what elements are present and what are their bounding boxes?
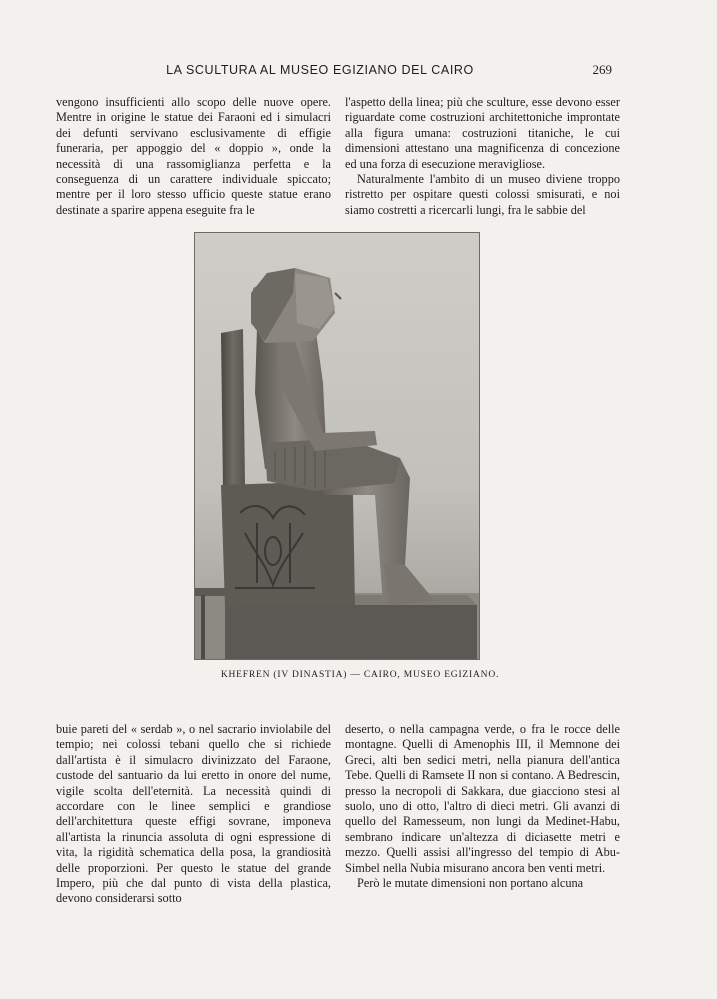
text-column-bottom-right bbox=[345, 722, 620, 891]
paragraph: l'aspetto della linea; più che sculture, esse devono esser riguardate come costruzioni architettoniche improntate alla figura umana: costruzioni titaniche, le cui dimensioni attestano una magnificenza di concezione ed una forza di esecuzione meravigliose. bbox=[345, 95, 620, 171]
khefren-statue-illustration bbox=[195, 233, 479, 659]
figure-caption: KHEFREN (IV DINASTIA) — CAIRO, MUSEO EGIZIANO. bbox=[220, 670, 500, 680]
text-column-top-right bbox=[345, 95, 620, 218]
page-number: 269 bbox=[592, 62, 612, 77]
statue-photograph bbox=[194, 232, 480, 660]
paragraph: deserto, o nella campagna verde, o fra le rocce delle montagne. Quelli di Amenophis III, il Memnone dei Greci, alti ben sedici metri, nella pianura dell'antica Tebe. Quelli di Ramsete II non si contano. A Bedrescin, presso la necropoli di Sakkara, due giacciono stesi al suolo, uno di otto, l'altro di dieci metri. Gli avanzi di quello del Ramesseum, non lungi da Medinet-Habu, sembrano indicare un'altezza di diciasette metri e mezzo. Quelli assisi all'ingresso del tempio di Abu-Simbel nella Nubia misurano ancora ben venti metri. bbox=[345, 722, 620, 875]
paragraph: buie pareti del « serdab », o nel sacrario inviolabile del tempio; nei colossi tebani quello che si richiede dall'artista è il simulacro divinizzato del Faraone, custode del santuario da lui eretto in onore del nume, vigile scolta dell'eternità. La necessità quindi di accordare con le linee semplici e grandiose dell'architettura queste effigi sovrane, imponeva all'artista la rinuncia assoluta di ogni espressione di vita, la rigidità schematica della posa, la grandiosità delle proporzioni. Per questo le statue del grande Impero, più che dal punto di vista della plastica, devono considerarsi sotto bbox=[56, 722, 331, 906]
paragraph: Naturalmente l'ambito di un museo diviene troppo ristretto per ospitare questi colossi smisurati, e noi siamo costretti a ricercarli lungi, fra le sabbie del bbox=[345, 172, 620, 217]
paragraph: vengono insufficienti allo scopo delle nuove opere. Mentre in origine le statue dei Faraoni ed i simulacri dei defunti servivano esclusivamente di effigie funeraria, per appoggio del « doppio », onde la necessità di una rassomiglianza perfetta e la conseguenza di un carattere individuale spiccato; mentre per il loro stesso ufficio queste statue erano destinate a sparire appena eseguite fra le bbox=[56, 95, 331, 217]
running-title: LA SCULTURA AL MUSEO EGIZIANO DEL CAIRO bbox=[166, 63, 474, 77]
text-column-top-left bbox=[56, 95, 331, 218]
paragraph: Però le mutate dimensioni non portano alcuna bbox=[357, 876, 584, 891]
text-column-bottom-left bbox=[56, 722, 331, 907]
